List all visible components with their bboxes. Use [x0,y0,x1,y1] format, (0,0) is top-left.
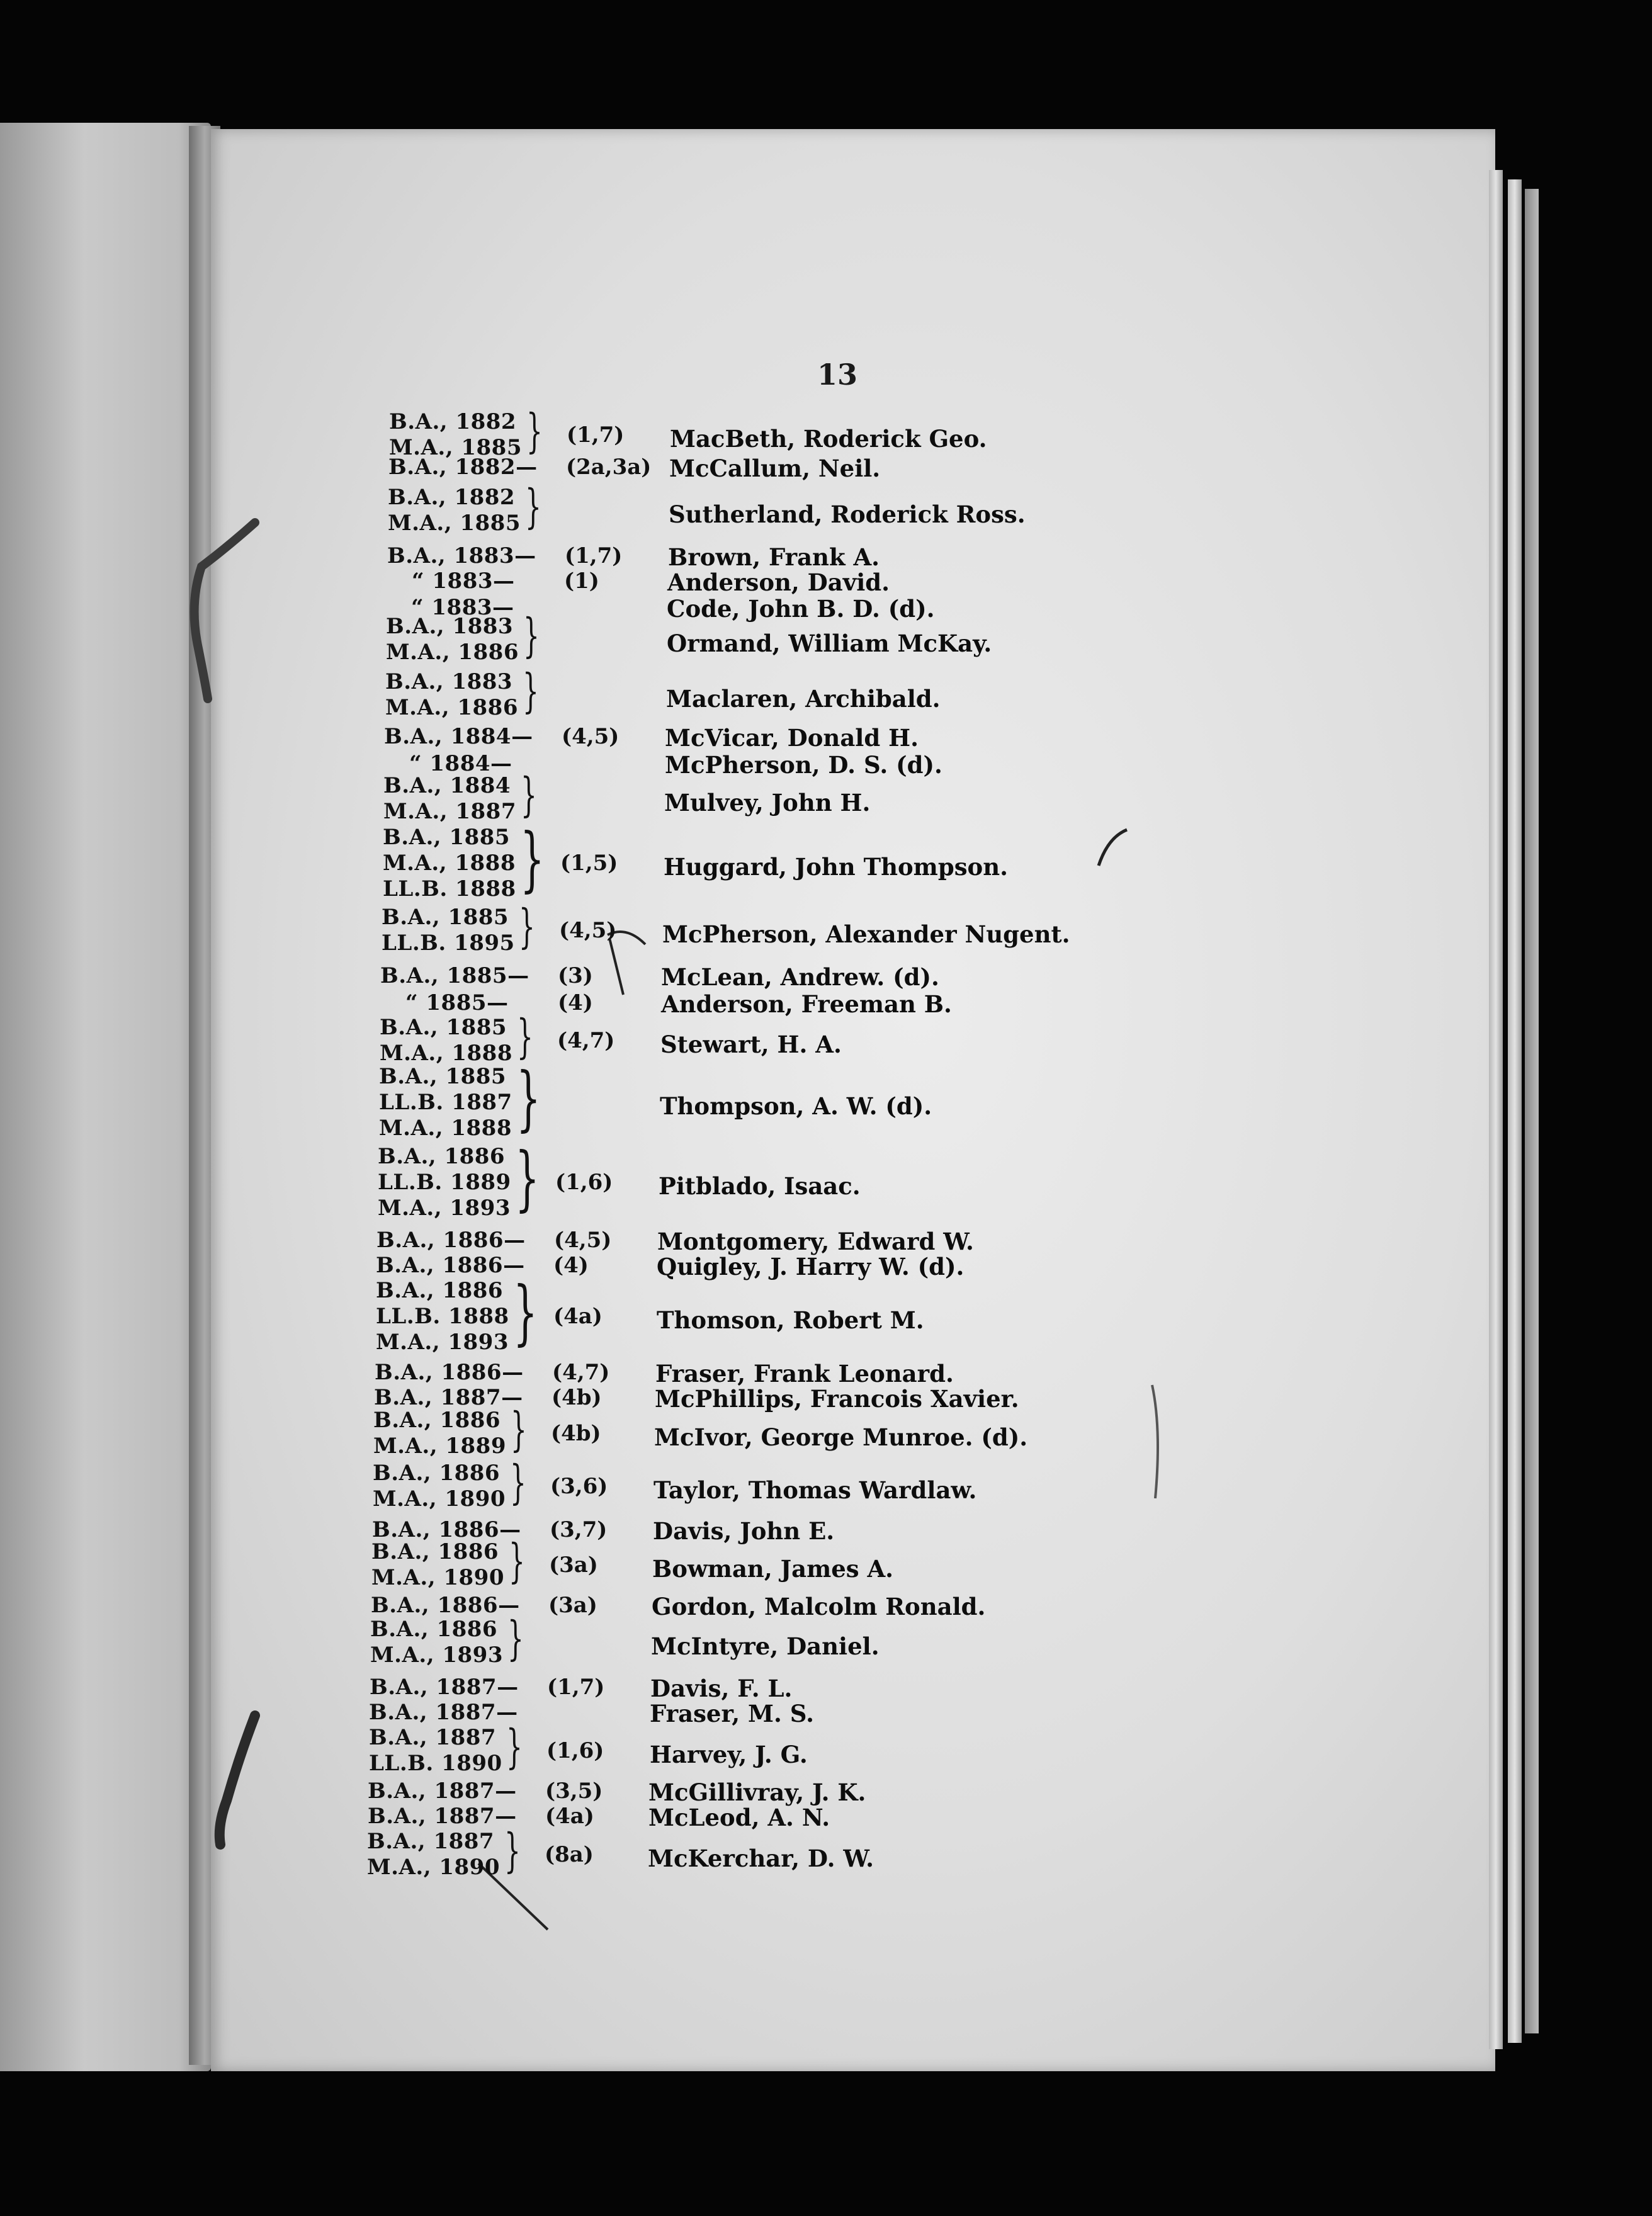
graduate-name: Montgomery, Edward W. [657,1228,974,1255]
brace-icon: } [509,1534,525,1588]
honours-code: (1,7) [547,1675,605,1700]
brace-icon: } [526,404,543,458]
honours-code: (1,7) [567,422,625,448]
graduate-name: Davis, John E. [653,1517,835,1545]
degree-line: B.A., 1885— [380,963,529,988]
degree-line: B.A., 1887— [374,1385,523,1410]
honours-code: (3,7) [550,1517,608,1542]
graduate-name: MacBeth, Roderick Geo. [670,424,987,453]
degree-line: B.A., 1886 [373,1461,501,1486]
graduate-name: McCallum, Neil. [669,455,881,482]
honours-code: (3,6) [550,1473,608,1499]
degree-line: B.A., 1887 [367,1829,495,1854]
degree-line: LL.B. 1890 [369,1751,502,1776]
degree-line: LL.B. 1889 [378,1170,511,1195]
honours-code: (1,5) [560,851,618,876]
honours-code: (4a) [553,1304,603,1329]
degree-line: B.A., 1886 [376,1278,504,1303]
graduate-name: Mulvey, John H. [664,788,871,817]
graduate-name: Thomson, Robert M. [657,1306,924,1334]
brace-icon: } [523,664,539,718]
brace-icon: } [519,900,535,954]
graduate-name: Gordon, Malcolm Ronald. [652,1593,986,1620]
graduate-name: Bowman, James A. [652,1554,894,1583]
honours-code: (8a) [545,1841,594,1867]
degree-line: M.A., 1888 [383,851,516,876]
degree-line: B.A., 1887— [368,1778,517,1804]
graduate-name: Brown, Frank A. [668,543,880,571]
degree-line: B.A., 1886 [370,1617,498,1642]
degree-line: LL.B. 1888 [383,876,516,902]
brace-icon: } [506,1720,523,1774]
degree-line: B.A., 1885 [383,825,511,850]
brace-icon: } [507,1612,524,1666]
degree-line: B.A., 1887— [368,1804,517,1829]
degree-line: LL.B. 1895 [382,930,515,956]
graduate-name: McVicar, Donald H. [665,724,919,752]
honours-code: (4b) [551,1420,601,1446]
degree-line: B.A., 1886— [376,1228,526,1253]
degree-line: “ 1883— [411,595,514,620]
degree-line: B.A., 1883 [386,614,514,639]
graduate-name: McPherson, Alexander Nugent. [662,920,1070,948]
degree-line: M.A., 1889 [373,1433,506,1459]
graduate-name: Stewart, H. A. [660,1030,842,1058]
degree-line: B.A., 1882 [388,485,516,510]
degree-line: M.A., 1888 [379,1116,512,1141]
honours-code: (1) [564,568,599,594]
honours-code: (4,5) [562,724,620,749]
graduate-name: Davis, F. L. [650,1675,793,1702]
graduate-name: McIntyre, Daniel. [651,1632,880,1660]
brace-icon: } [511,1403,527,1457]
graduate-name: Ormand, William McKay. [667,629,992,657]
graduate-name: Anderson, Freeman B. [661,990,952,1018]
brace-icon: } [504,1824,521,1878]
brace-icon: } [513,1272,538,1354]
honours-code: (4) [553,1253,589,1278]
graduate-name: McKerchar, D. W. [648,1844,874,1872]
honours-code: (4b) [552,1385,602,1410]
graduate-name: Harvey, J. G. [650,1740,808,1768]
brace-icon: } [521,768,537,822]
degree-line: B.A., 1886 [371,1539,499,1564]
honours-code: (4) [558,990,593,1015]
graduate-name: Fraser, Frank Leonard. [655,1360,954,1388]
degree-line: B.A., 1883 [385,669,513,694]
degree-line: B.A., 1886— [375,1360,524,1385]
honours-code: (4,5) [559,917,617,943]
graduate-name: Quigley, J. Harry W. (d). [657,1253,965,1280]
honours-code: (3) [558,963,593,988]
honours-code: (1,6) [546,1738,604,1763]
degree-line: LL.B. 1888 [376,1304,509,1329]
degree-line: B.A., 1886— [372,1517,521,1542]
brace-icon: } [516,1058,541,1139]
graduate-name: Fraser, M. S. [650,1700,815,1727]
honours-code: (1,6) [555,1170,613,1195]
degree-line: B.A., 1885 [382,905,509,930]
honours-code: (3,5) [545,1778,603,1804]
graduate-name: McPherson, D. S. (d). [665,751,942,779]
degree-line: M.A., 1887 [383,799,516,824]
degree-line: B.A., 1887 [369,1725,497,1750]
degree-line: B.A., 1886— [376,1253,525,1278]
graduate-name: McLeod, A. N. [648,1804,830,1831]
degree-line: B.A., 1882— [388,455,538,480]
honours-code: (4,5) [554,1228,612,1253]
degree-line: “ 1884— [409,751,512,776]
degree-line: M.A., 1890 [373,1486,506,1512]
brace-icon: } [517,1010,533,1064]
brace-icon: } [515,1138,540,1219]
graduate-name: Code, John B. D. (d). [667,595,935,623]
degree-line: M.A., 1886 [385,695,518,720]
degree-line: LL.B. 1887 [379,1090,512,1115]
degree-line: “ 1885— [405,990,509,1015]
honours-code: (4,7) [557,1027,615,1053]
graduate-name: McIvor, George Munroe. (d). [654,1423,1028,1451]
degree-line: “ 1883— [412,568,515,594]
degree-line: M.A., 1886 [386,640,519,665]
degree-line: B.A., 1886 [378,1144,506,1169]
honours-code: (3a) [549,1552,598,1578]
degree-line: B.A., 1884— [384,724,533,749]
degree-line: B.A., 1883— [387,543,536,568]
honours-code: (3a) [548,1593,597,1618]
degree-line: B.A., 1882 [389,409,517,434]
brace-icon: } [525,480,541,534]
graduate-name: McLean, Andrew. (d). [661,963,939,991]
brace-icon: } [510,1456,526,1510]
graduate-name: McGillivray, J. K. [648,1778,866,1806]
honours-code: (2a,3a) [566,455,652,480]
degree-line: M.A., 1893 [378,1196,511,1221]
degree-line: B.A., 1885 [379,1064,507,1089]
brace-icon: } [520,819,545,900]
degree-line: M.A., 1893 [370,1642,503,1668]
graduate-name: Thompson, A. W. (d). [660,1092,932,1120]
honours-code: (4a) [545,1804,594,1829]
graduate-name: Maclaren, Archibald. [666,684,941,713]
graduate-name: Anderson, David. [667,568,890,596]
graduate-name: McPhillips, Francois Xavier. [655,1385,1019,1413]
graduate-name: Huggard, John Thompson. [664,853,1008,881]
degree-line: M.A., 1893 [376,1330,509,1355]
degree-line: B.A., 1885 [380,1015,507,1040]
degree-line: M.A., 1888 [380,1041,512,1066]
degree-line: M.A., 1890 [371,1565,504,1590]
degree-line: B.A., 1886 [373,1408,501,1433]
brace-icon: } [523,609,540,663]
graduate-name: Pitblado, Isaac. [659,1172,861,1200]
degree-line: B.A., 1887— [370,1675,519,1700]
degree-line: M.A., 1885 [389,435,522,460]
honours-code: (1,7) [565,543,623,568]
degree-line: B.A., 1887— [369,1700,518,1725]
degree-line: M.A., 1885 [388,511,521,536]
page-number: 13 [817,358,858,392]
graduate-name: Taylor, Thomas Wardlaw. [653,1476,977,1504]
degree-line: M.A., 1890 [367,1855,500,1880]
degree-line: B.A., 1884 [383,773,511,798]
degree-line: B.A., 1886— [371,1593,520,1618]
honours-code: (4,7) [552,1360,610,1385]
graduate-name: Sutherland, Roderick Ross. [669,500,1026,528]
